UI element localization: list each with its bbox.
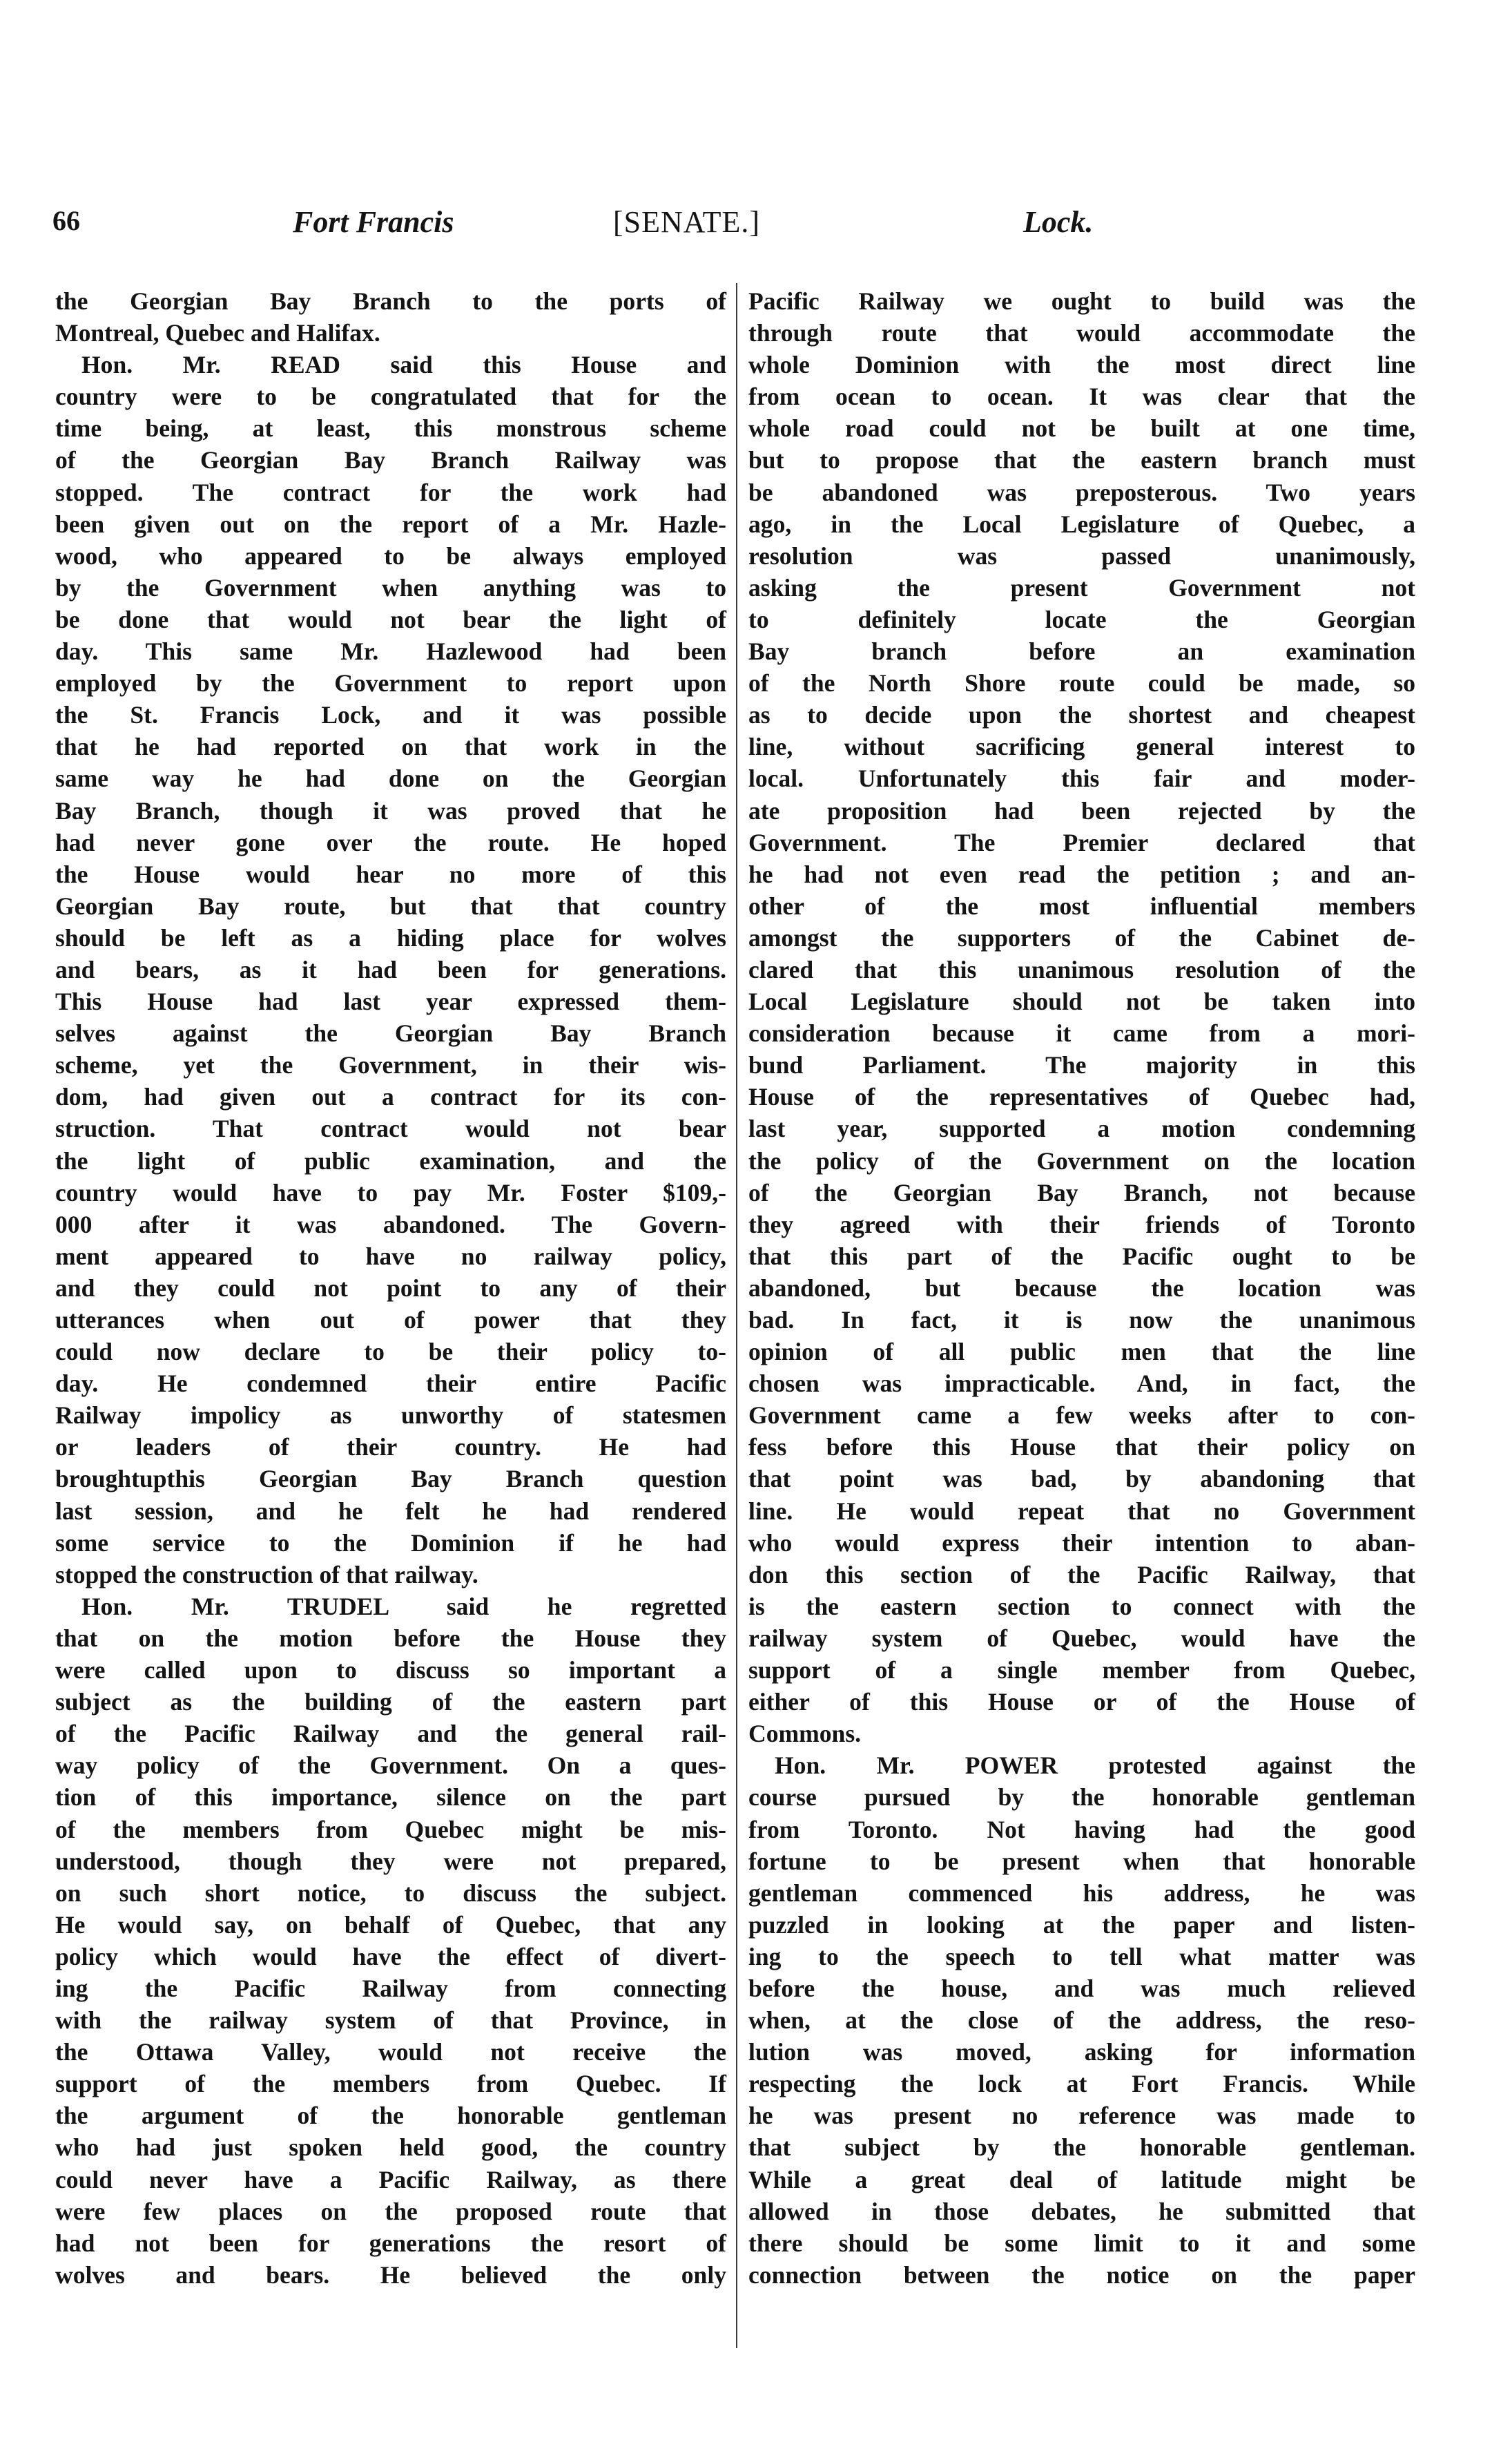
text-line: Bay branch before an examination — [748, 637, 1415, 666]
text-line: through route that would accommodate the — [748, 319, 1415, 347]
text-line: consideration because it came from a mori- — [748, 1019, 1415, 1048]
text-line: been given out on the report of a Mr. Hazle- — [55, 510, 726, 538]
text-line: understood, though they were not prepared, — [55, 1847, 726, 1875]
text-line: that subject by the honorable gentleman. — [748, 2133, 1415, 2162]
text-line: last session, and he felt he had rendered — [55, 1497, 726, 1525]
text-line: abandoned, but because the location was — [748, 1274, 1415, 1302]
text-line: of the Pacific Railway and the general rail- — [55, 1720, 726, 1748]
text-line: that this part of the Pacific ought to be — [748, 1242, 1415, 1270]
text-line: country were to be congratulated that for the — [55, 383, 726, 411]
text-line: wolves and bears. He believed the only — [55, 2260, 726, 2289]
text-line: support of a single member from Quebec, — [748, 1656, 1415, 1684]
text-line: that he had reported on that work in the — [55, 733, 726, 761]
text-line: time being, at least, this monstrous scheme — [55, 414, 726, 443]
text-line: Government came a few weeks after to con- — [748, 1401, 1415, 1430]
text-line: from ocean to ocean. It was clear that the — [748, 383, 1415, 411]
text-line: This House had last year expressed them- — [55, 988, 726, 1016]
text-line: who would express their intention to aban- — [748, 1528, 1415, 1557]
text-line: 000 after it was abandoned. The Govern- — [55, 1210, 726, 1238]
text-line: who had just spoken held good, the country — [55, 2133, 726, 2162]
text-line: stopped the construction of that railway. — [55, 1560, 478, 1588]
text-line: to definitely locate the Georgian — [748, 605, 1415, 633]
text-line: bund Parliament. The majority in this — [748, 1051, 1415, 1079]
text-line: whole road could not be built at one time, — [748, 414, 1415, 443]
text-line: from Toronto. Not having had the good — [748, 1815, 1415, 1843]
text-line: that point was bad, by abandoning that — [748, 1465, 1415, 1493]
text-line: that on the motion before the House they — [55, 1624, 726, 1652]
text-line: had never gone over the route. He hoped — [55, 828, 726, 856]
text-line: House of the representatives of Quebec had, — [748, 1083, 1415, 1111]
text-line: ago, in the Local Legislature of Quebec, a — [748, 510, 1415, 538]
text-line: course pursued by the honorable gentleman — [748, 1783, 1415, 1812]
text-line: bad. In fact, it is now the unanimous — [748, 1306, 1415, 1334]
text-line: is the eastern section to connect with the — [748, 1592, 1415, 1620]
text-line: there should be some limit to it and some — [748, 2229, 1415, 2257]
text-line: could never have a Pacific Railway, as there — [55, 2165, 726, 2193]
text-line: and bears, as it had been for generations. — [55, 955, 726, 983]
text-line: same way he had done on the Georgian — [55, 765, 726, 793]
running-title: Fort Francis — [293, 205, 454, 239]
text-line: be abandoned was preposterous. Two years — [748, 478, 1415, 506]
text-line: with the railway system of that Province, in — [55, 2006, 726, 2035]
text-line: support of the members from Quebec. If — [55, 2070, 726, 2098]
text-line: he had not even read the petition ; and an- — [748, 860, 1415, 888]
text-line: when, at the close of the address, the reso- — [748, 2006, 1415, 2035]
column-divider — [736, 283, 737, 2348]
text-line: ate proposition had been rejected by the — [748, 796, 1415, 825]
text-line: fess before this House that their policy on — [748, 1433, 1415, 1461]
text-line: they agreed with their friends of Toronto — [748, 1210, 1415, 1238]
text-line: employed by the Government to report upon — [55, 669, 726, 698]
text-line: way policy of the Government. On a ques- — [55, 1751, 726, 1780]
text-line: chosen was impracticable. And, in fact, the — [748, 1370, 1415, 1398]
left-column — [55, 285, 726, 2291]
running-subject: Lock. — [1023, 205, 1094, 239]
text-line: broughtupthis Georgian Bay Branch question — [55, 1465, 726, 1493]
text-line: whole Dominion with the most direct line — [748, 351, 1415, 379]
text-line: line, without sacrificing general interest to — [748, 733, 1415, 761]
right-column — [748, 285, 1415, 2291]
text-line: allowed in those debates, he submitted that — [748, 2197, 1415, 2225]
text-line: ing the Pacific Railway from connecting — [55, 1974, 726, 2002]
text-line: local. Unfortunately this fair and moder- — [748, 765, 1415, 793]
text-line: Montreal, Quebec and Halifax. — [55, 319, 380, 347]
text-line: could now declare to be their policy to- — [55, 1338, 726, 1366]
text-line: ment appeared to have no railway policy, — [55, 1242, 726, 1270]
text-line: ing to the speech to tell what matter was — [748, 1942, 1415, 1970]
text-line: the argument of the honorable gentleman — [55, 2102, 726, 2130]
text-line: struction. That contract would not bear — [55, 1115, 726, 1143]
text-line: puzzled in looking at the paper and listen- — [748, 1910, 1415, 1939]
text-line: lution was moved, asking for information — [748, 2038, 1415, 2066]
text-line: day. This same Mr. Hazlewood had been — [55, 637, 726, 666]
text-line: He would say, on behalf of Quebec, that any — [55, 1910, 726, 1939]
text-line: should be left as a hiding place for wolves — [55, 923, 726, 952]
text-line: stopped. The contract for the work had — [55, 478, 726, 506]
text-line: the policy of the Government on the location — [748, 1146, 1415, 1175]
text-line: were called upon to discuss so important a — [55, 1656, 726, 1684]
text-line: were few places on the proposed route that — [55, 2197, 726, 2225]
text-line: Hon. Mr. READ said this House and — [81, 351, 726, 379]
text-line: asking the present Government not — [748, 573, 1415, 602]
text-line: day. He condemned their entire Pacific — [55, 1370, 726, 1398]
text-line: dom, had given out a contract for its con- — [55, 1083, 726, 1111]
text-line: resolution was passed unanimously, — [748, 541, 1415, 570]
text-line: respecting the lock at Fort Francis. While — [748, 2070, 1415, 2098]
text-line: on such short notice, to discuss the subject. — [55, 1879, 726, 1907]
text-line: Government. The Premier declared that — [748, 828, 1415, 856]
text-line: tion of this importance, silence on the part — [55, 1783, 726, 1812]
text-line: the Ottawa Valley, would not receive the — [55, 2038, 726, 2066]
text-line: of the Georgian Bay Branch Railway was — [55, 446, 726, 474]
text-line: Bay Branch, though it was proved that he — [55, 796, 726, 825]
text-line: Local Legislature should not be taken into — [748, 988, 1415, 1016]
text-line: line. He would repeat that no Government — [748, 1497, 1415, 1525]
text-line: connection between the notice on the paper — [748, 2260, 1415, 2289]
text-line: While a great deal of latitude might be — [748, 2165, 1415, 2193]
text-line: policy which would have the effect of divert- — [55, 1942, 726, 1970]
text-line: Hon. Mr. TRUDEL said he regretted — [81, 1592, 726, 1620]
text-line: either of this House or of the House of — [748, 1688, 1415, 1716]
text-line: opinion of all public men that the line — [748, 1338, 1415, 1366]
text-line: of the Georgian Bay Branch, not because — [748, 1178, 1415, 1207]
text-line: fortune to be present when that honorable — [748, 1847, 1415, 1875]
text-line: Pacific Railway we ought to build was the — [748, 287, 1415, 315]
text-line: scheme, yet the Government, in their wis- — [55, 1051, 726, 1079]
running-section: [SENATE.] — [613, 205, 761, 239]
text-line: other of the most influential members — [748, 892, 1415, 920]
text-line: the light of public examination, and the — [55, 1146, 726, 1175]
page-number: 66 — [52, 205, 80, 236]
text-line: the St. Francis Lock, and it was possible — [55, 701, 726, 729]
text-line: and they could not point to any of their — [55, 1274, 726, 1302]
text-line: selves against the Georgian Bay Branch — [55, 1019, 726, 1048]
text-line: by the Government when anything was to — [55, 573, 726, 602]
text-line: Georgian Bay route, but that that country — [55, 892, 726, 920]
text-line: of the North Shore route could be made, so — [748, 669, 1415, 698]
text-line: amongst the supporters of the Cabinet de- — [748, 923, 1415, 952]
text-line: the Georgian Bay Branch to the ports of — [55, 287, 726, 315]
text-line: or leaders of their country. He had — [55, 1433, 726, 1461]
text-line: of the members from Quebec might be mis- — [55, 1815, 726, 1843]
text-line: last year, supported a motion condemning — [748, 1115, 1415, 1143]
text-line: clared that this unanimous resolution of the — [748, 955, 1415, 983]
text-line: Commons. — [748, 1720, 862, 1748]
text-line: before the house, and was much relieved — [748, 1974, 1415, 2002]
text-line: but to propose that the eastern branch must — [748, 446, 1415, 474]
text-line: wood, who appeared to be always employed — [55, 541, 726, 570]
running-header — [52, 204, 1418, 253]
text-line: don this section of the Pacific Railway, that — [748, 1560, 1415, 1588]
text-line: Railway impolicy as unworthy of statesmen — [55, 1401, 726, 1430]
text-line: be done that would not bear the light of — [55, 605, 726, 633]
text-line: the House would hear no more of this — [55, 860, 726, 888]
text-line: railway system of Quebec, would have the — [748, 1624, 1415, 1652]
text-line: he was present no reference was made to — [748, 2102, 1415, 2130]
text-line: country would have to pay Mr. Foster $109,- — [55, 1178, 726, 1207]
text-line: utterances when out of power that they — [55, 1306, 726, 1334]
text-line: Hon. Mr. POWER protested against the — [775, 1751, 1415, 1780]
text-line: subject as the building of the eastern part — [55, 1688, 726, 1716]
text-line: as to decide upon the shortest and cheapest — [748, 701, 1415, 729]
text-line: had not been for generations the resort of — [55, 2229, 726, 2257]
text-line: some service to the Dominion if he had — [55, 1528, 726, 1557]
text-line: gentleman commenced his address, he was — [748, 1879, 1415, 1907]
